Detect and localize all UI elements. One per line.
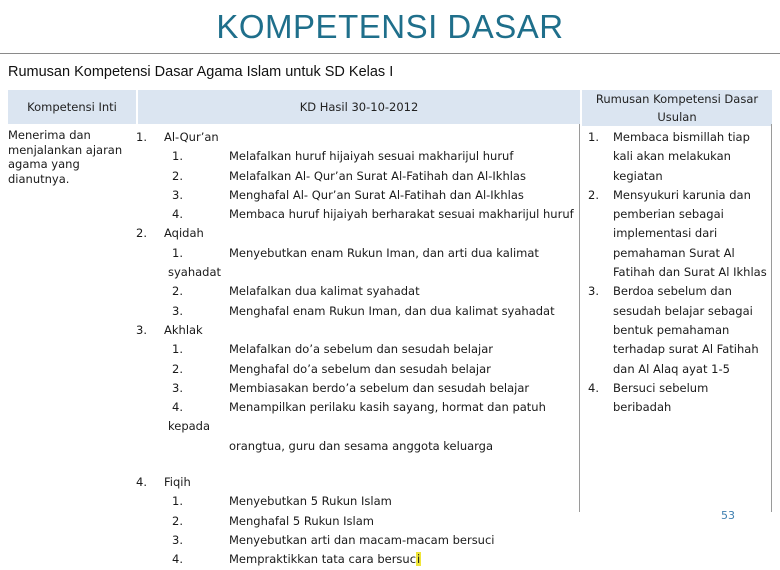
section-number: 4. — [136, 475, 147, 490]
kd-item — [136, 244, 576, 283]
item-text: Menyebutkan 5 Rukun Islam — [229, 494, 392, 509]
header-kd-hasil: KD Hasil 30-10-2012 — [138, 90, 580, 124]
proposal-text: Berdoa sebelum dan sesudah belajar sebagai bentuk pemahaman terhadap surat Al Fatihah dan Al Alaq ayat 1-5 — [613, 284, 759, 376]
item-text: Menyebutkan enam Rukun Iman, dan arti dua kalimat syahadat — [168, 245, 539, 280]
kd-item — [136, 186, 576, 205]
proposal-number: 3. — [588, 284, 599, 299]
header-kompetensi-inti: Kompetensi Inti — [8, 90, 136, 124]
item-text-continued: orangtua, guru dan sesama anggota keluarga — [229, 438, 494, 453]
section-spacer — [136, 456, 576, 473]
item-text: Melafalkan Al- Qur’an Surat Al-Fatihah dan Al-Ikhlas — [229, 168, 526, 183]
item-number: 1. — [172, 342, 183, 357]
highlighted-character: i — [417, 552, 421, 567]
item-number: 1. — [172, 494, 183, 509]
title-divider — [0, 53, 780, 54]
kd-item — [136, 282, 576, 301]
item-number: 1. — [172, 149, 183, 164]
item-text: Membiasakan berdo’a sebelum dan sesudah belajar — [229, 380, 530, 395]
kd-item — [136, 531, 576, 550]
item-number: 2. — [172, 168, 183, 183]
kd-section — [136, 128, 576, 147]
item-number: 4. — [172, 400, 183, 415]
item-text: Mempraktikkan tata cara bersuc — [229, 552, 417, 567]
item-number: 3. — [172, 532, 183, 547]
kd-section — [136, 473, 576, 492]
kd-item — [136, 492, 576, 511]
item-number: 2. — [172, 284, 183, 299]
item-number: 4. — [172, 552, 183, 567]
kd-item — [136, 302, 576, 321]
section-number: 1. — [136, 130, 147, 144]
item-text: Membaca huruf hijaiyah berharakat sesuai makharijul huruf — [229, 207, 574, 222]
item-number: 2. — [172, 361, 183, 376]
page-number: 53 — [721, 509, 735, 522]
section-title: Fiqih — [164, 475, 191, 490]
kd-section — [136, 321, 576, 340]
kd-item — [136, 340, 576, 359]
proposal-item — [584, 128, 768, 186]
kd-hasil-column — [136, 128, 576, 570]
kd-item — [136, 167, 576, 186]
section-title: Akhlak — [164, 322, 203, 337]
section-title: Aqidah — [164, 226, 204, 241]
kd-item-continuation — [136, 437, 576, 456]
column-divider — [579, 124, 580, 512]
page-subtitle: Rumusan Kompetensi Dasar Agama Islam untuk SD Kelas I — [8, 64, 394, 80]
proposal-text: Bersuci sebelum beribadah — [613, 380, 709, 415]
proposal-item — [584, 282, 768, 378]
kd-section — [136, 224, 576, 243]
kd-item — [136, 398, 576, 437]
kd-item — [136, 147, 576, 166]
proposal-number: 2. — [588, 187, 599, 202]
kd-item — [136, 550, 576, 569]
proposal-item — [584, 379, 768, 418]
section-title: Al-Qur’an — [164, 130, 219, 144]
proposal-text: Membaca bismillah tiap kali akan melakukan kegiatan — [613, 130, 750, 183]
rumusan-usulan-column — [584, 128, 768, 417]
proposal-text: Mensyukuri karunia dan pemberian sebagai implementasi dari pemahaman Surat Al Fatihah dan Surat Al Ikhlas — [613, 187, 767, 280]
column-divider — [771, 124, 772, 512]
item-number: 3. — [172, 187, 183, 202]
page-title: KOMPETENSI DASAR — [216, 8, 564, 45]
item-text: Melafalkan huruf hijaiyah sesuai makharijul huruf — [229, 149, 514, 164]
proposal-number: 1. — [588, 130, 599, 144]
item-text: Menghafal 5 Rukun Islam — [229, 513, 374, 528]
item-text: Menghafal Al- Qur’an Surat Al-Fatihah dan Al-Ikhlas — [229, 187, 524, 202]
item-text: Menghafal enam Rukun Iman, dan dua kalimat syahadat — [229, 303, 555, 318]
section-number: 3. — [136, 322, 147, 337]
section-number: 2. — [136, 226, 147, 241]
proposal-item — [584, 186, 768, 282]
item-number: 1. — [172, 245, 183, 260]
header-rumusan-usulan: Rumusan Kompetensi Dasar Usulan — [582, 90, 772, 126]
item-number: 3. — [172, 303, 183, 318]
kd-item — [136, 360, 576, 379]
proposal-number: 4. — [588, 380, 599, 395]
item-text: Melafalkan do’a sebelum dan sesudah belajar — [229, 342, 493, 357]
item-number: 4. — [172, 207, 183, 222]
item-text: Menyebutkan arti dan macam-macam bersuci — [229, 532, 495, 547]
item-number: 2. — [172, 513, 183, 528]
kd-item — [136, 512, 576, 531]
item-number: 3. — [172, 380, 183, 395]
kompetensi-inti-text: Menerima dan menjalankan ajaran agama yang dianutnya. — [8, 128, 123, 186]
kd-item — [136, 379, 576, 398]
item-text: Menghafal do’a sebelum dan sesudah belajar — [229, 361, 491, 376]
item-text: Menampilkan perilaku kasih sayang, hormat dan patuh kepada — [168, 400, 546, 434]
kd-item — [136, 205, 576, 224]
item-text: Melafalkan dua kalimat syahadat — [229, 284, 420, 299]
